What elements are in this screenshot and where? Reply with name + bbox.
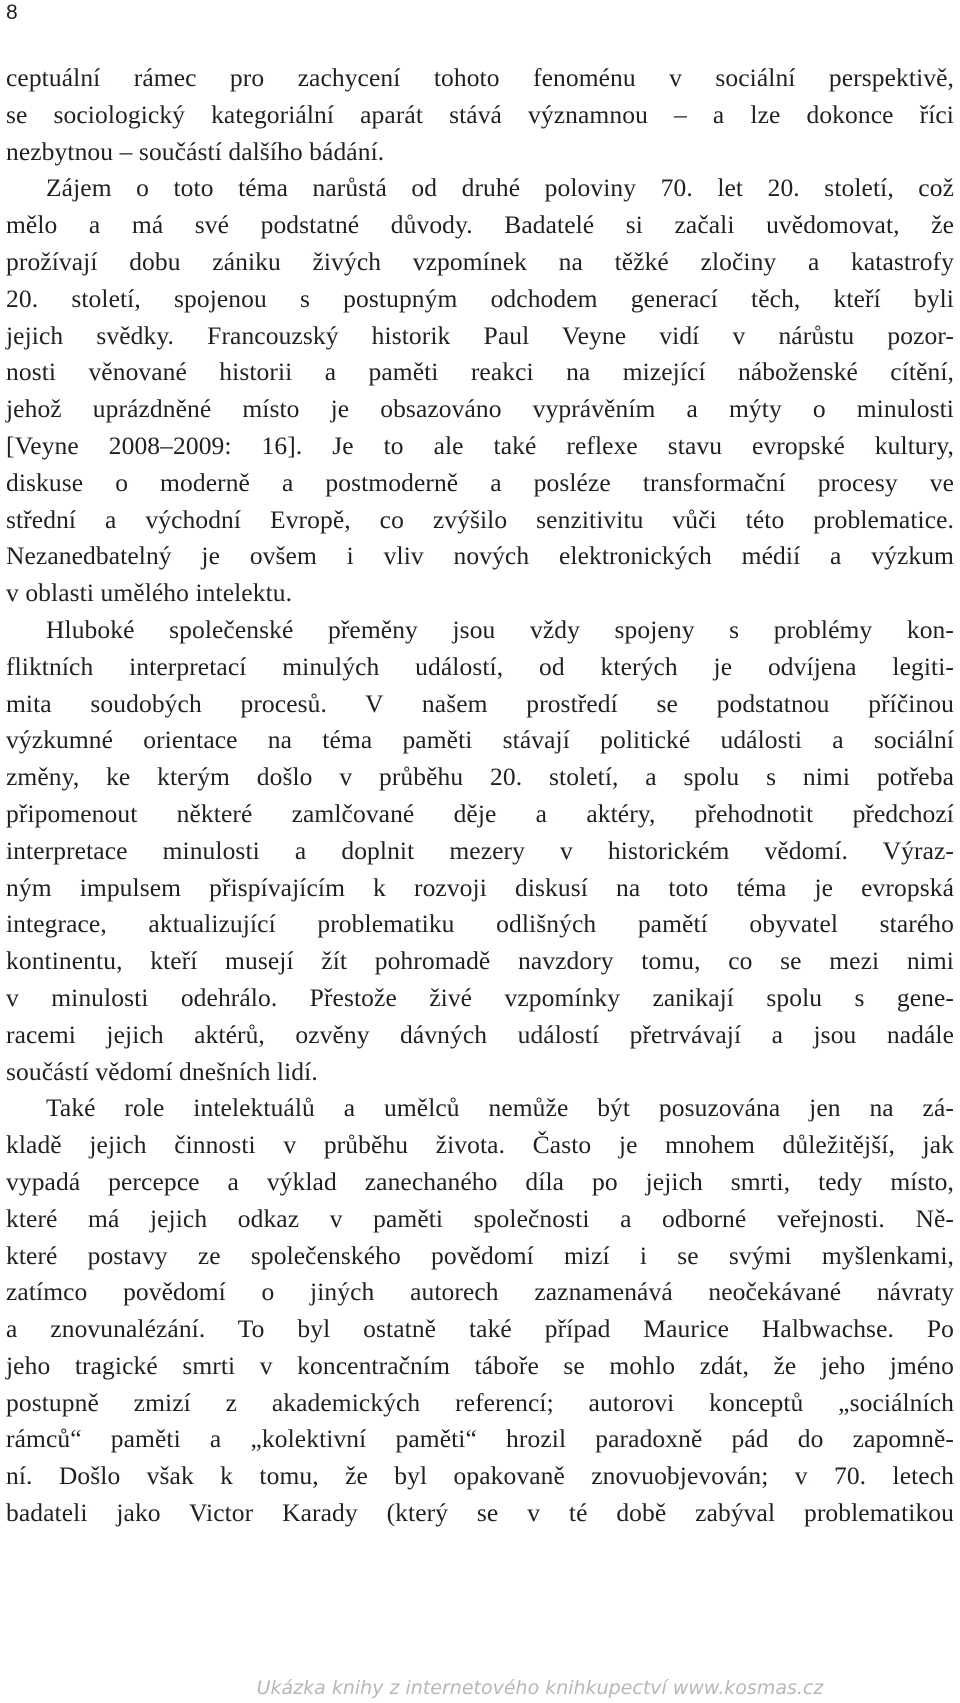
text-line: Zájem o toto téma narůstá od druhé poloviny 70. let 20. století, což — [46, 173, 954, 203]
text-line: které postavy ze společenského povědomí mizí i se svými myšlenkami, — [6, 1240, 954, 1270]
text-line: Hluboké společenské přeměny jsou vždy spojeny s problémy kon- — [46, 614, 954, 644]
text-line: a znovunalézání. To byl ostatně také případ Maurice Halbwachse. Po — [6, 1314, 954, 1344]
text-line: racemi jejich aktérů, ozvěny dávných událostí přetrvávají a jsou nadále — [6, 1019, 954, 1049]
text-line: 20. století, spojenou s postupným odchodem generací těch, kteří byli — [6, 283, 954, 313]
text-line: jejich svědky. Francouzský historik Paul Veyne vidí v nárůstu pozor- — [6, 320, 954, 350]
text-line: postupně zmizí z akademických referencí; autorovi konceptů „sociálních — [6, 1387, 954, 1417]
text-line: fliktních interpretací minulých událostí, od kterých je odvíjena legiti- — [6, 651, 954, 681]
text-line: střední a východní Evropě, co zvýšilo senzitivitu vůči této problematice. — [6, 504, 954, 534]
text-line: změny, ke kterým došlo v průběhu 20. století, a spolu s nimi potřeba — [6, 762, 954, 792]
text-line: kontinentu, kteří musejí žít pohromadě navzdory tomu, co se mezi nimi — [6, 946, 954, 976]
text-line: mělo a má své podstatné důvody. Badatelé si začali uvědomovat, že — [6, 210, 954, 240]
text-line: v oblasti umělého intelektu. — [6, 578, 293, 608]
text-line: kladě jejich činnosti v průběhu života. Často je mnohem důležitější, jak — [6, 1130, 954, 1160]
text-line: Nezanedbatelný je ovšem i vliv nových elektronických médií a výzkum — [6, 541, 954, 571]
body-text — [6, 60, 954, 1532]
text-line: součástí vědomí dnešních lidí. — [6, 1056, 318, 1086]
text-line: ným impulsem přispívajícím k rozvoji diskusí na toto téma je evropská — [6, 872, 954, 902]
text-line: [Veyne 2008–2009: 16]. Je to ale také reflexe stavu evropské kultury, — [6, 430, 954, 460]
text-line: prožívají dobu zániku živých vzpomínek na těžké zločiny a katastrofy — [6, 246, 954, 276]
text-line: ní. Došlo však k tomu, že byl opakovaně znovuobjevován; v 70. letech — [6, 1461, 954, 1491]
text-line: Také role intelektuálů a umělců nemůže být posuzována jen na zá- — [46, 1093, 954, 1123]
text-line: výzkumné orientace na téma paměti stávají politické události a sociální — [6, 725, 954, 755]
text-line: nosti věnované historii a paměti reakci na mizející náboženské cítění, — [6, 357, 954, 387]
watermark: Ukázka knihy z internetového knihkupectví www.kosmas.cz — [256, 1677, 824, 1699]
page-number: 8 — [6, 1, 18, 24]
text-line: diskuse o moderně a postmoderně a posléze transformační procesy ve — [6, 467, 954, 497]
text-line: jeho tragické smrti v koncentračním táboře se mohlo zdát, že jeho jméno — [6, 1350, 954, 1380]
text-line: v minulosti odehrálo. Přestože živé vzpomínky zanikají spolu s gene- — [6, 982, 954, 1012]
text-line: badateli jako Victor Karady (který se v té době zabýval problematikou — [6, 1498, 954, 1528]
text-line: zatímco povědomí o jiných autorech zaznamenává neočekávané návraty — [6, 1277, 954, 1307]
text-line: ceptuální rámec pro zachycení tohoto fenoménu v sociální perspektivě, — [6, 63, 954, 92]
text-line: interpretace minulosti a doplnit mezery v historickém vědomí. Výraz- — [6, 835, 954, 865]
text-line: integrace, aktualizující problematiku odlišných pamětí obyvatel starého — [6, 909, 954, 939]
text-line: nezbytnou – součástí dalšího bádání. — [6, 136, 385, 166]
text-line: se sociologický kategoriální aparát stává významnou – a lze dokonce říci — [6, 99, 954, 129]
text-line: které má jejich odkaz v paměti společnosti a odborné veřejnosti. Ně- — [6, 1203, 954, 1233]
text-line: jehož uprázdněné místo je obsazováno vyprávěním a mýty o minulosti — [6, 394, 954, 424]
text-line: vypadá percepce a výklad zanechaného díla po jejich smrti, tedy místo, — [6, 1166, 954, 1196]
text-line: rámců“ paměti a „kolektivní paměti“ hrozil paradoxně pád do zapomně- — [6, 1424, 954, 1454]
text-line: mita soudobých procesů. V našem prostředí se podstatnou příčinou — [6, 688, 954, 718]
text-line: připomenout některé zamlčované děje a aktéry, přehodnotit předchozí — [6, 798, 954, 828]
